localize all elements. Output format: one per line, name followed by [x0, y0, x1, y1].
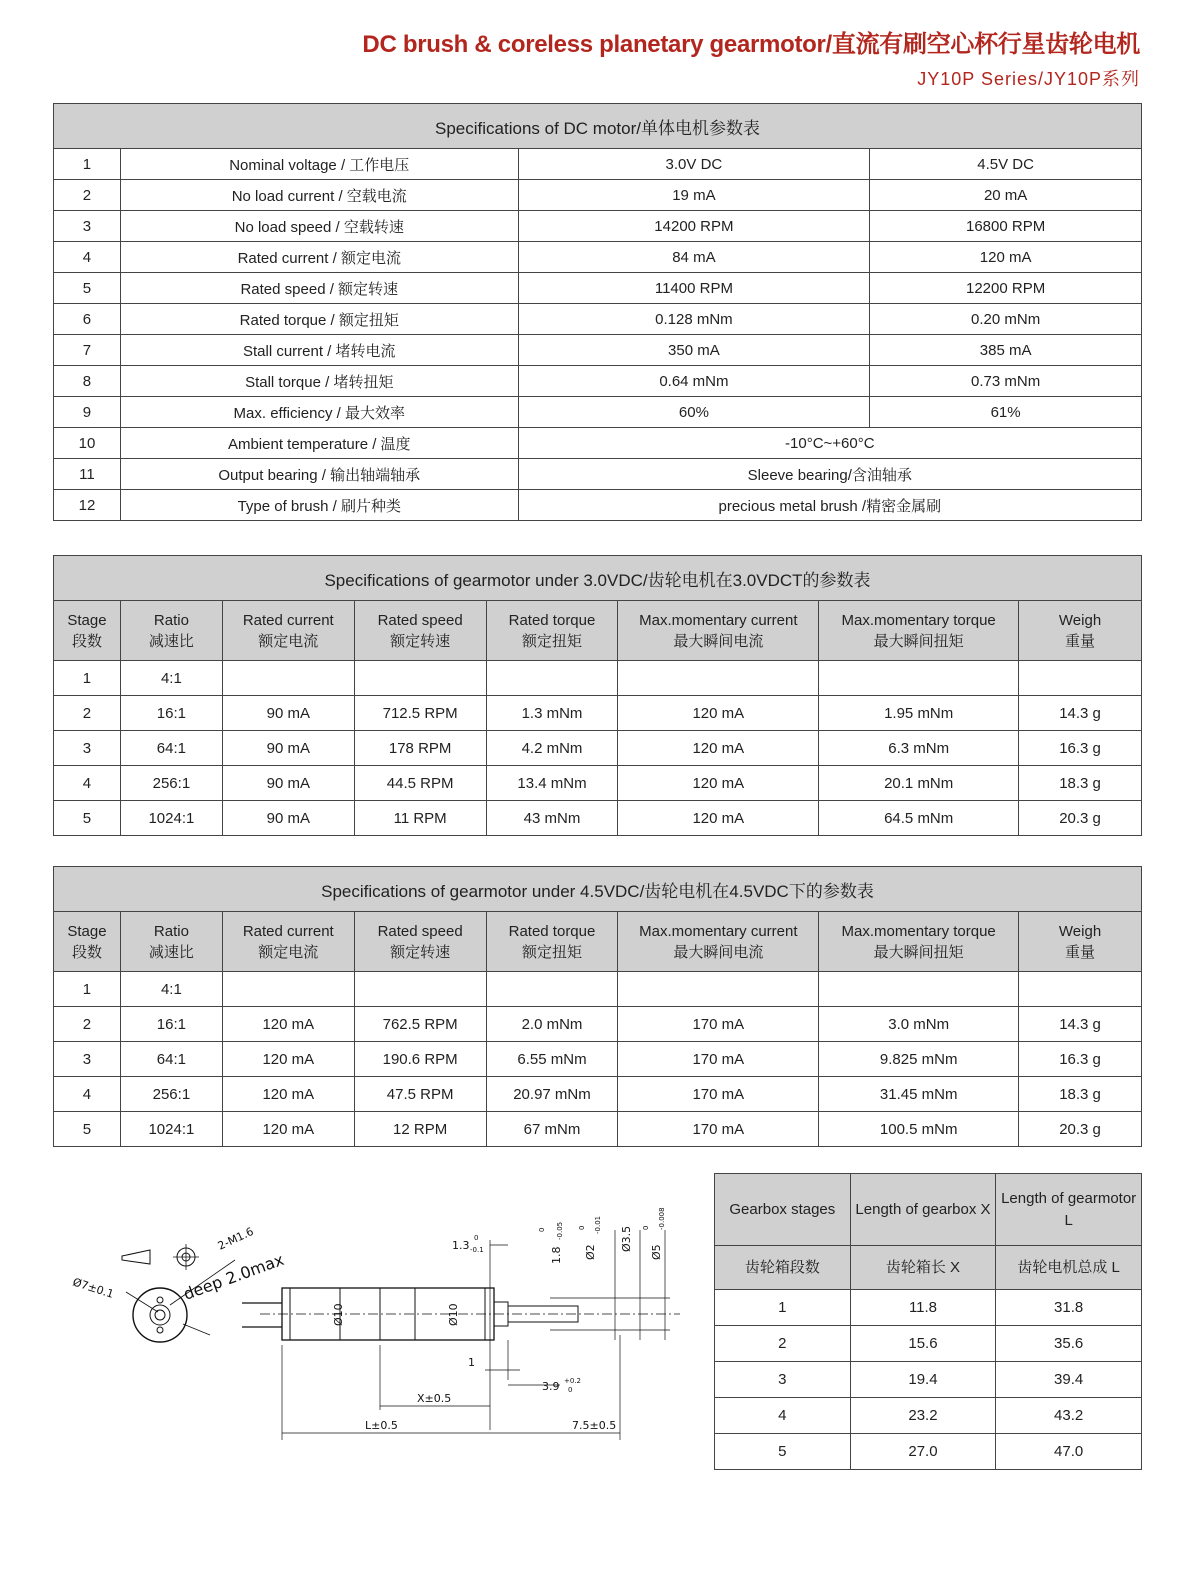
gearmotor-spec-row — [54, 661, 1142, 696]
dim-phi5 — [642, 1207, 666, 1260]
column-header-en: Rated current — [242, 611, 334, 629]
motor-spec-row — [54, 273, 1142, 304]
column-header-en: Rated speed — [377, 922, 463, 940]
dim-deep: deep 2.0max — [180, 1249, 287, 1304]
column-header-en: Max.momentary current — [639, 922, 798, 940]
table-cell: 120 mA — [618, 801, 819, 836]
table-cell: 1 — [715, 1290, 851, 1326]
table-cell: 6.55 mNm — [486, 1042, 618, 1077]
table-cell: 120 mA — [222, 1007, 354, 1042]
column-header — [222, 912, 354, 972]
motor-spec-row — [54, 366, 1142, 397]
value-45v: 0.20 mNm — [870, 304, 1142, 335]
length-table — [714, 1173, 1142, 1470]
parameter-name: Type of brush / 刷片种类 — [120, 490, 518, 521]
motor-spec-row — [54, 397, 1142, 428]
table-cell: 120 mA — [222, 1042, 354, 1077]
column-header-cn: 额定电流 — [258, 943, 319, 961]
table-cell: 190.6 RPM — [354, 1042, 486, 1077]
table-cell: 16:1 — [120, 1007, 222, 1042]
projection-symbol-icon — [173, 1244, 199, 1270]
value-45v: 20 mA — [870, 180, 1142, 211]
table-cell: 18.3 g — [1019, 1077, 1142, 1112]
table-cell: 35.6 — [996, 1326, 1142, 1362]
table-cell: 18.3 g — [1019, 766, 1142, 801]
gearmotor-3v-caption: Specifications of gearmotor under 3.0VDC/齿轮电机在3.0VDCT的参数表 — [54, 556, 1142, 601]
gearmotor-spec-row — [54, 1042, 1142, 1077]
parameter-name: Nominal voltage / 工作电压 — [120, 149, 518, 180]
svg-text:0: 0 — [568, 1386, 573, 1394]
length-column-header-cn: 齿轮箱段数 — [715, 1246, 851, 1290]
column-header-cn: 减速比 — [148, 632, 194, 650]
dim-phi3-5: Ø3.5 — [620, 1225, 633, 1252]
series-subtitle: JY10P Series/JY10P系列 — [917, 69, 1140, 89]
table-cell — [486, 661, 618, 696]
table-cell: 170 mA — [618, 1007, 819, 1042]
column-header — [819, 912, 1019, 972]
column-header-cn: 最大瞬间电流 — [673, 943, 764, 961]
table-cell: 4:1 — [120, 972, 222, 1007]
table-cell — [354, 972, 486, 1007]
length-column-header-cn: 齿轮电机总成 L — [996, 1246, 1142, 1290]
length-header-row-cn — [715, 1246, 1142, 1290]
dim-phi2 — [578, 1216, 602, 1260]
dim-x: X±0.5 — [417, 1392, 452, 1405]
length-column-header-en: Length of gearbox X — [850, 1174, 996, 1246]
column-header-en: Max.momentary torque — [841, 611, 996, 629]
table-cell — [819, 972, 1019, 1007]
table-cell: 1024:1 — [120, 1112, 222, 1147]
svg-text:0: 0 — [538, 1227, 546, 1232]
value-3v: 350 mA — [518, 335, 870, 366]
table-cell: 14.3 g — [1019, 696, 1142, 731]
parameter-name: Ambient temperature / 温度 — [120, 428, 518, 459]
table-cell: 44.5 RPM — [354, 766, 486, 801]
motor-spec-row — [54, 211, 1142, 242]
column-header-cn: 额定电流 — [258, 632, 319, 650]
table-cell: 12 RPM — [354, 1112, 486, 1147]
length-column-header-en: Length of gearmotor L — [996, 1174, 1142, 1246]
column-header-en: Stage — [67, 611, 107, 629]
table-cell: 120 mA — [618, 766, 819, 801]
table-cell: 178 RPM — [354, 731, 486, 766]
column-header-en: Ratio — [153, 922, 189, 940]
row-number: 5 — [54, 273, 121, 304]
column-header-en: Rated speed — [377, 611, 463, 629]
length-header-row-en — [715, 1174, 1142, 1246]
column-header — [1019, 601, 1142, 661]
table-cell: 43.2 — [996, 1398, 1142, 1434]
gearmotor-3v-header-row — [54, 601, 1142, 661]
dim-7-5: 7.5±0.5 — [572, 1419, 617, 1432]
svg-text:3.9: 3.9 — [542, 1380, 560, 1393]
table-cell: 64.5 mNm — [819, 801, 1019, 836]
table-cell: 100.5 mNm — [819, 1112, 1019, 1147]
column-header — [354, 912, 486, 972]
column-header — [486, 601, 618, 661]
parameter-value: precious metal brush /精密金属刷 — [518, 490, 1141, 521]
row-number: 7 — [54, 335, 121, 366]
column-header-cn: 段数 — [71, 943, 102, 961]
column-header-cn: 重量 — [1065, 943, 1096, 961]
row-number: 11 — [54, 459, 121, 490]
column-header-cn: 段数 — [71, 632, 102, 650]
row-number: 4 — [54, 242, 121, 273]
table-cell — [354, 661, 486, 696]
table-cell: 90 mA — [222, 766, 354, 801]
column-header-en: Weigh — [1058, 922, 1102, 940]
table-cell: 47.5 RPM — [354, 1077, 486, 1112]
row-number: 2 — [54, 180, 121, 211]
dim-1: 1 — [468, 1356, 475, 1369]
motor-spec-row — [54, 180, 1142, 211]
column-header — [486, 912, 618, 972]
length-row — [715, 1434, 1142, 1470]
value-45v: 12200 RPM — [870, 273, 1142, 304]
table-cell: 2 — [715, 1326, 851, 1362]
table-cell: 120 mA — [222, 1077, 354, 1112]
column-header-cn: 最大瞬间电流 — [673, 632, 764, 650]
table-cell: 4 — [54, 766, 121, 801]
table-cell: 170 mA — [618, 1112, 819, 1147]
table-cell: 170 mA — [618, 1042, 819, 1077]
column-header-cn: 额定扭矩 — [521, 943, 582, 961]
column-header — [120, 601, 222, 661]
column-header-en: Weigh — [1058, 611, 1102, 629]
length-row — [715, 1398, 1142, 1434]
column-header-cn: 最大瞬间扭矩 — [873, 632, 964, 650]
page-title: DC brush & coreless planetary gearmotor/直流有刷空心杯行星齿轮电机 — [362, 31, 1140, 58]
table-cell: 39.4 — [996, 1362, 1142, 1398]
dim-3-9 — [542, 1377, 581, 1394]
motor-spec-row — [54, 304, 1142, 335]
row-number: 9 — [54, 397, 121, 428]
dim-phi7: Ø7±0.1 — [71, 1275, 116, 1301]
table-cell: 16.3 g — [1019, 1042, 1142, 1077]
parameter-name: Stall torque / 堵转扭矩 — [120, 366, 518, 397]
column-header — [54, 601, 121, 661]
gearmotor-spec-row — [54, 696, 1142, 731]
column-header-en: Stage — [67, 922, 107, 940]
length-row — [715, 1290, 1142, 1326]
table-cell: 120 mA — [618, 731, 819, 766]
column-header-cn: 重量 — [1065, 632, 1096, 650]
value-45v: 0.73 mNm — [870, 366, 1142, 397]
length-row — [715, 1326, 1142, 1362]
gearmotor-3v-table — [53, 555, 1142, 836]
table-cell: 27.0 — [850, 1434, 996, 1470]
table-cell — [1019, 972, 1142, 1007]
gearmotor-spec-row — [54, 1077, 1142, 1112]
svg-text:-0.01: -0.01 — [594, 1215, 602, 1234]
gearmotor-spec-row — [54, 972, 1142, 1007]
column-header-cn: 最大瞬间扭矩 — [873, 943, 964, 961]
motor-table-caption: Specifications of DC motor/单体电机参数表 — [54, 104, 1142, 149]
table-cell — [618, 972, 819, 1007]
table-cell: 170 mA — [618, 1077, 819, 1112]
dim-phi10-motor: Ø10 — [332, 1303, 345, 1326]
table-cell — [1019, 661, 1142, 696]
table-cell: 31.45 mNm — [819, 1077, 1019, 1112]
table-cell: 5 — [54, 801, 121, 836]
table-cell: 2.0 mNm — [486, 1007, 618, 1042]
table-cell: 3.0 mNm — [819, 1007, 1019, 1042]
table-cell: 20.3 g — [1019, 801, 1142, 836]
parameter-value: Sleeve bearing/含油轴承 — [518, 459, 1141, 490]
column-header-en: Rated current — [242, 922, 334, 940]
column-header-en: Max.momentary current — [639, 611, 798, 629]
value-3v: 14200 RPM — [518, 211, 870, 242]
table-cell: 4.2 mNm — [486, 731, 618, 766]
dim-thread: 2-M1.6 — [215, 1224, 256, 1253]
gearmotor-spec-row — [54, 1007, 1142, 1042]
column-header-en: Ratio — [153, 611, 189, 629]
parameter-name: Rated current / 额定电流 — [120, 242, 518, 273]
dim-phi10-gearbox: Ø10 — [447, 1303, 460, 1326]
parameter-name: Max. efficiency / 最大效率 — [120, 397, 518, 428]
table-cell: 1024:1 — [120, 801, 222, 836]
dim-l: L±0.5 — [365, 1419, 398, 1432]
table-cell: 1.95 mNm — [819, 696, 1019, 731]
row-number: 10 — [54, 428, 121, 459]
parameter-name: Rated speed / 额定转速 — [120, 273, 518, 304]
column-header — [1019, 912, 1142, 972]
table-cell: 2 — [54, 696, 121, 731]
motor-spec-row — [54, 428, 1142, 459]
table-cell: 67 mNm — [486, 1112, 618, 1147]
length-column-header-en: Gearbox stages — [715, 1174, 851, 1246]
row-number: 3 — [54, 211, 121, 242]
table-cell: 4:1 — [120, 661, 222, 696]
table-cell: 3 — [715, 1362, 851, 1398]
table-cell: 2 — [54, 1007, 121, 1042]
parameter-name: No load current / 空载电流 — [120, 180, 518, 211]
gearmotor-45v-header-row — [54, 912, 1142, 972]
table-cell: 64:1 — [120, 731, 222, 766]
length-column-header-cn: 齿轮箱长 X — [850, 1246, 996, 1290]
svg-text:+0.2: +0.2 — [564, 1377, 581, 1385]
table-cell — [222, 972, 354, 1007]
column-header — [120, 912, 222, 972]
table-cell: 14.3 g — [1019, 1007, 1142, 1042]
parameter-name: Stall current / 堵转电流 — [120, 335, 518, 366]
column-header — [819, 601, 1019, 661]
row-number: 1 — [54, 149, 121, 180]
svg-text:-0.008: -0.008 — [658, 1207, 666, 1230]
column-header-en: Rated torque — [508, 611, 596, 629]
svg-text:Ø2: Ø2 — [584, 1244, 597, 1260]
svg-text:0: 0 — [642, 1225, 650, 1230]
gearmotor-45v-caption: Specifications of gearmotor under 4.5VDC/齿轮电机在4.5VDC下的参数表 — [54, 867, 1142, 912]
table-cell: 90 mA — [222, 731, 354, 766]
row-number: 8 — [54, 366, 121, 397]
table-cell: 43 mNm — [486, 801, 618, 836]
table-cell: 90 mA — [222, 801, 354, 836]
svg-text:0: 0 — [578, 1225, 586, 1230]
table-cell: 20.1 mNm — [819, 766, 1019, 801]
table-cell: 5 — [54, 1112, 121, 1147]
gearmotor-spec-row — [54, 766, 1142, 801]
column-header-cn: 减速比 — [148, 943, 194, 961]
svg-text:-0.05: -0.05 — [556, 1221, 564, 1240]
table-cell: 762.5 RPM — [354, 1007, 486, 1042]
table-cell: 256:1 — [120, 766, 222, 801]
column-header-cn: 额定转速 — [390, 943, 451, 961]
dimension-drawing — [60, 1200, 700, 1470]
value-3v: 11400 RPM — [518, 273, 870, 304]
table-cell: 20.97 mNm — [486, 1077, 618, 1112]
value-3v: 60% — [518, 397, 870, 428]
motor-spec-row — [54, 335, 1142, 366]
table-cell: 4 — [715, 1398, 851, 1434]
value-45v: 61% — [870, 397, 1142, 428]
gearmotor-spec-row — [54, 1112, 1142, 1147]
column-header-cn: 额定转速 — [390, 632, 451, 650]
row-number: 12 — [54, 490, 121, 521]
parameter-name: Output bearing / 输出轴端轴承 — [120, 459, 518, 490]
table-cell: 15.6 — [850, 1326, 996, 1362]
gearmotor-45v-table — [53, 866, 1142, 1147]
dim-1-8 — [538, 1222, 564, 1264]
table-cell: 5 — [715, 1434, 851, 1470]
value-45v: 16800 RPM — [870, 211, 1142, 242]
table-cell — [222, 661, 354, 696]
motor-spec-row — [54, 459, 1142, 490]
svg-text:Ø5: Ø5 — [650, 1244, 663, 1260]
table-cell: 1 — [54, 661, 121, 696]
motor-spec-row — [54, 242, 1142, 273]
table-cell: 11 RPM — [354, 801, 486, 836]
table-cell: 64:1 — [120, 1042, 222, 1077]
row-number: 6 — [54, 304, 121, 335]
table-cell: 31.8 — [996, 1290, 1142, 1326]
table-cell: 1.3 mNm — [486, 696, 618, 731]
parameter-name: No load speed / 空载转速 — [120, 211, 518, 242]
gearmotor-spec-row — [54, 801, 1142, 836]
table-cell: 11.8 — [850, 1290, 996, 1326]
gearmotor-spec-row — [54, 731, 1142, 766]
table-cell: 712.5 RPM — [354, 696, 486, 731]
column-header-cn: 额定扭矩 — [521, 632, 582, 650]
value-45v: 4.5V DC — [870, 149, 1142, 180]
value-3v: 19 mA — [518, 180, 870, 211]
motor-spec-row — [54, 149, 1142, 180]
column-header — [354, 601, 486, 661]
value-45v: 385 mA — [870, 335, 1142, 366]
svg-text:-0.1: -0.1 — [470, 1246, 484, 1254]
column-header-en: Rated torque — [508, 922, 596, 940]
svg-text:0: 0 — [474, 1234, 479, 1242]
dim-1-3 — [452, 1234, 484, 1254]
table-cell: 19.4 — [850, 1362, 996, 1398]
value-3v: 84 mA — [518, 242, 870, 273]
parameter-value: -10°C~+60°C — [518, 428, 1141, 459]
column-header-en: Max.momentary torque — [841, 922, 996, 940]
svg-text:1.8: 1.8 — [550, 1246, 563, 1264]
table-cell: 256:1 — [120, 1077, 222, 1112]
length-row — [715, 1362, 1142, 1398]
value-3v: 0.128 mNm — [518, 304, 870, 335]
motor-spec-row — [54, 490, 1142, 521]
table-cell: 4 — [54, 1077, 121, 1112]
table-cell: 23.2 — [850, 1398, 996, 1434]
table-cell: 6.3 mNm — [819, 731, 1019, 766]
table-cell: 3 — [54, 731, 121, 766]
table-cell: 16:1 — [120, 696, 222, 731]
table-cell — [486, 972, 618, 1007]
column-header — [618, 912, 819, 972]
column-header — [222, 601, 354, 661]
table-cell: 120 mA — [222, 1112, 354, 1147]
table-cell: 9.825 mNm — [819, 1042, 1019, 1077]
table-cell: 120 mA — [618, 696, 819, 731]
table-cell — [819, 661, 1019, 696]
table-cell: 90 mA — [222, 696, 354, 731]
table-cell: 1 — [54, 972, 121, 1007]
table-cell: 3 — [54, 1042, 121, 1077]
column-header — [54, 912, 121, 972]
table-cell: 20.3 g — [1019, 1112, 1142, 1147]
page-header — [362, 24, 1140, 91]
value-45v: 120 mA — [870, 242, 1142, 273]
parameter-name: Rated torque / 额定扭矩 — [120, 304, 518, 335]
table-cell: 16.3 g — [1019, 731, 1142, 766]
table-cell: 13.4 mNm — [486, 766, 618, 801]
table-cell — [618, 661, 819, 696]
value-3v: 3.0V DC — [518, 149, 870, 180]
value-3v: 0.64 mNm — [518, 366, 870, 397]
column-header — [618, 601, 819, 661]
svg-text:1.3: 1.3 — [452, 1239, 470, 1252]
table-cell: 47.0 — [996, 1434, 1142, 1470]
side-view-drawing — [242, 1227, 680, 1440]
taper-symbol-icon — [122, 1250, 150, 1264]
motor-spec-table — [53, 103, 1142, 521]
